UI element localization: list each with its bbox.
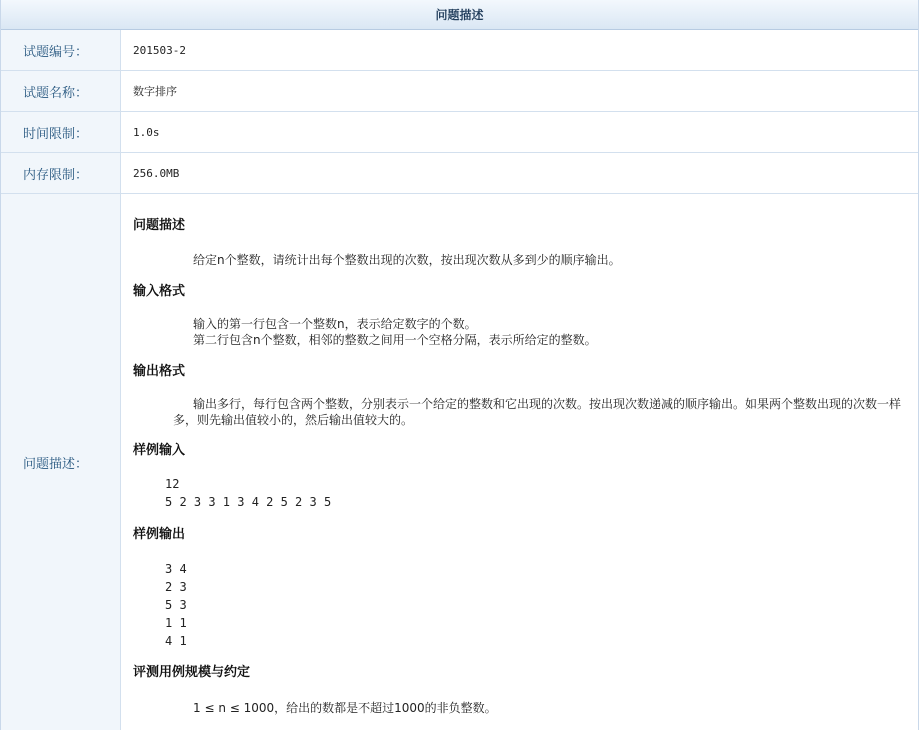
constraints-text: 1 ≤ n ≤ 1000，给出的数都是不超过1000的非负整数。 (193, 701, 497, 715)
field-value: 256.0MB (133, 166, 180, 180)
field-value: 201503-2 (133, 43, 186, 57)
field-label: 问题描述： (1, 194, 121, 730)
sample-output-line: 2 3 (165, 580, 187, 594)
field-value: 数字排序 (133, 85, 177, 98)
constraints-heading: 评测用例规模与约定 (133, 665, 251, 680)
description-text: 给定n个整数，请统计出每个整数出现的次数，按出现次数从多到少的顺序输出。 (193, 253, 621, 267)
sample-input-line: 12 (165, 477, 180, 491)
field-label: 时间限制： (1, 112, 121, 152)
sample-output-line: 5 3 (165, 598, 187, 612)
panel-header: 问题描述 (1, 0, 918, 30)
output-format-heading: 输出格式 (133, 364, 186, 379)
sample-input-line: 5 2 3 3 1 3 4 2 5 2 3 5 (165, 495, 332, 509)
problem-content (121, 194, 918, 730)
sample-input-heading: 样例输入 (133, 443, 186, 458)
field-row-memory-limit (1, 153, 918, 194)
input-format-line1: 输入的第一行包含一个整数n，表示给定数字的个数。 (193, 317, 477, 331)
field-row-name (1, 71, 918, 112)
field-value: 1.0s (133, 125, 160, 139)
field-label: 试题名称： (1, 71, 121, 111)
sample-output-heading: 样例输出 (133, 527, 186, 542)
field-row-id (1, 30, 918, 71)
sample-output-line: 1 1 (165, 616, 187, 630)
sample-output-line: 3 4 (165, 562, 187, 576)
description-heading: 问题描述 (133, 218, 186, 233)
field-label: 内存限制： (1, 153, 121, 193)
field-row-time-limit (1, 112, 918, 153)
field-label: 试题编号： (1, 30, 121, 70)
field-row-description (1, 194, 918, 730)
output-format-text: 输出多行，每行包含两个整数，分别表示一个给定的整数和它出现的次数。按出现次数递减的顺序输出。如果两个整数出现的次数一样多，则先输出值较小的，然后输出值较大的。 (173, 397, 902, 427)
input-format-line2: 第二行包含n个整数，相邻的整数之间用一个空格分隔，表示所给定的整数。 (193, 333, 597, 347)
sample-output-line: 4 1 (165, 634, 187, 648)
input-format-heading: 输入格式 (133, 284, 186, 299)
